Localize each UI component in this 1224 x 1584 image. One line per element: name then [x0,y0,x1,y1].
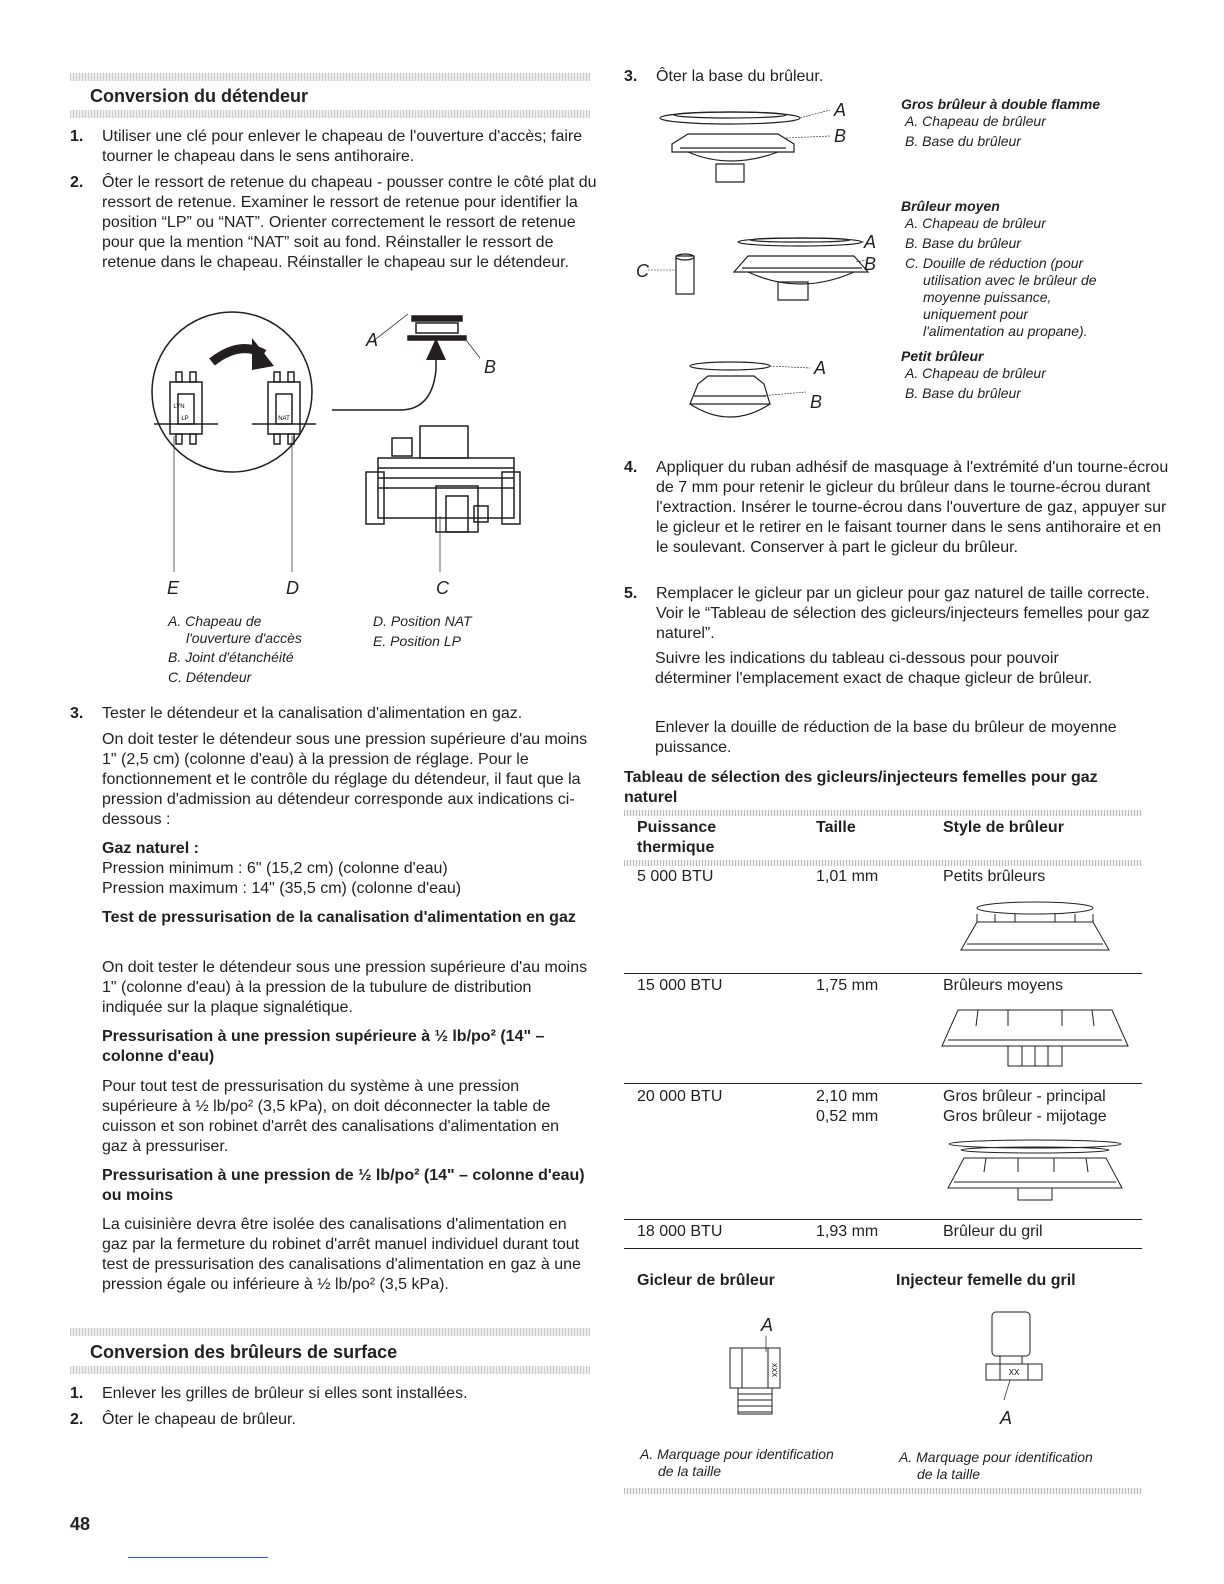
test-paragraph: On doit tester le détendeur sous une pression supérieure d'au moins 1" (colonne d'eau) à la pression de la tubulure de distribution indiquée sur la plaque signalétique. [102,959,588,1016]
injector-size-mark: XX [1008,1368,1020,1377]
burner-label-a-small: A [814,358,827,378]
section-divider [70,1328,590,1336]
table-title: Tableau de sélection des gicleurs/injecteurs femelles pour gaz naturel [624,769,1098,806]
table-cell-style: Petits brûleurs [943,868,1046,885]
caption-item: B. Base du brûleur [905,385,1021,401]
caption-item: B. Base du brûleur [905,133,1021,149]
burner-diagram [630,100,900,450]
table-bottom-rule [624,1248,1142,1249]
diagram-label-a: A [366,330,379,350]
caption-item: A. Chapeau de brûleur [905,365,1046,381]
burner-label-b-large: B [834,126,847,146]
bottom-rule [624,1488,1142,1494]
footer-rule [128,1557,268,1558]
caption-item: A. Chapeau de brûleur [905,113,1046,129]
caption-item: l'alimentation au propane). [923,323,1088,339]
above-pressure-paragraph: Pour tout test de pressurisation du système à une pression supérieure à ½ lb/po² (3,5 kPa), on doit déconnecter la table de cuisson et son robinet d'arrêt des canalisations d'alimentation en gaz à pressuriser. [102,1078,560,1155]
table-header-style: Style de brûleur [943,819,1064,836]
step-5-paragraph-1: Suivre les indications du tableau ci-dessous pour pouvoir déterminer l'emplacement exact de chaque gicleur de brûleur. [655,650,1093,687]
caption-c: C. Détendeur [168,669,252,685]
small-burner-icon [955,898,1115,960]
diagram-label-c: C [436,578,449,598]
lyn-label: LYN [173,404,185,410]
caption-d: D. Position NAT [373,613,472,629]
caption-title: Brûleur moyen [901,198,1000,214]
lp-label: LP [181,416,189,422]
step-number: 1. [70,128,84,145]
step-number: 4. [624,459,638,476]
orifice-size-mark: XXX [770,1362,777,1378]
table-cell-btu: 15 000 BTU [637,977,723,994]
pressure-max: Pression maximum : 14" (35,5 cm) (colonne d'eau) [102,880,462,897]
section-divider [70,110,590,118]
diagram-label-d: D [286,578,299,598]
step-number: 3. [624,68,638,85]
caption-item: A. Chapeau de brûleur [905,215,1046,231]
caption-a-cont: l'ouverture d'accès [186,630,302,646]
large-burner-icon [942,1138,1128,1204]
table-cell-style: Gros brûleur - principal [943,1088,1106,1105]
table-header-rule [624,860,1142,866]
table-cell-size: 1,93 mm [816,1223,879,1240]
test-title: Test de pressurisation de la canalisation d'alimentation en gaz [102,909,576,926]
section-divider [70,1366,590,1374]
step-number: 3. [70,705,84,722]
table-cell-style-2: Gros brûleur - mijotage [943,1108,1107,1125]
burner-label-a-large: A [834,100,847,120]
table-row-rule [624,1219,1142,1220]
step-3-paragraph: On doit tester le détendeur sous une pression supérieure d'au moins 1" (2,5 cm) (colonne d'eau) à la pression de réglage. Pour le fonctionnement et le contrôle du réglage du détendeur, il faut que la pression d'admission au détendeur corresponde aux indications ci-dessous : [102,731,588,828]
burner-label-c-medium: C [636,261,649,281]
step-5-paragraph-2: Enlever la douille de réduction de la base du brûleur de moyenne puissance. [655,719,1117,756]
right-step-4 [624,458,1172,558]
medium-burner-icon [938,1006,1132,1072]
table-cell-style: Brûleurs moyens [943,977,1064,994]
right-step-5 [624,584,1172,644]
caption-item: moyenne puissance, [923,289,1052,305]
caption-a: A. Chapeau de [168,613,262,629]
table-cell-size: 1,75 mm [816,977,879,994]
above-pressure-title: Pressurisation à une pression supérieure à ½ lb/po² (14" – colonne d'eau) [102,1028,545,1065]
step-text: Ôter le ressort de retenue du chapeau - pousser contre le côté plat du ressort de retenue. Examiner le ressort de retenue pour identifier la position “LP” ou “NAT”. Orienter correctement le ressort de retenue pour que la mention “NAT” soit au fond. Réinstaller le ressort de retenue dans le chapeau. Réinstaller le chapeau sur le détendeur. [102,174,597,271]
regulator-diagram [140,300,520,600]
section-divider [70,73,590,81]
section-title-regulator: Conversion du détendeur [90,86,309,106]
burner-large-caption [901,96,1201,150]
step-3 [70,704,612,724]
step-number: 2. [70,1411,84,1428]
orifice-icon [720,1336,794,1418]
step-text: Tester le détendeur et la canalisation d'alimentation en gaz. [102,705,523,722]
step-text: Ôter le chapeau de brûleur. [102,1411,296,1428]
step-text: Enlever les grilles de brûleur si elles sont installées. [102,1385,468,1402]
below-pressure-title: Pressurisation à une pression de ½ lb/po² (14" – colonne d'eau) ou moins [102,1167,585,1204]
table-top-rule [624,810,1142,816]
table-row-rule [624,973,1142,974]
step-number: 2. [70,174,84,191]
diagram-label-b: B [484,357,497,377]
right-step-3 [624,67,1176,87]
table-cell-btu: 18 000 BTU [637,1223,723,1240]
step-text: Ôter la base du brûleur. [656,68,824,85]
burner-step-2 [70,1410,612,1430]
table-cell-btu: 20 000 BTU [637,1088,723,1105]
injector-label-a: A [1000,1408,1013,1428]
burner-label-b-medium: B [864,254,877,274]
table-cell-size-2: 0,52 mm [816,1108,879,1125]
pressure-min: Pression minimum : 6" (15,2 cm) (colonne d'eau) [102,860,448,877]
burner-step-1 [70,1384,612,1404]
caption-item: uniquement pour [923,306,1029,322]
burner-label-b-small: B [810,392,823,412]
injector-title: Injecteur femelle du gril [896,1272,1076,1289]
caption-item: C. Douille de réduction (pour [905,255,1084,271]
burner-label-a-medium: A [864,232,877,252]
table-cell-size: 1,01 mm [816,868,879,885]
natural-gas-title: Gaz naturel : [102,840,199,857]
table-cell-size: 2,10 mm [816,1088,879,1105]
caption-item: B. Base du brûleur [905,235,1021,251]
injector-caption: A. Marquage pour identification [899,1449,1093,1465]
orifice-label-a: A [761,1315,774,1335]
step-number: 5. [624,585,638,602]
injector-caption-cont: de la taille [917,1466,981,1482]
step-2 [70,173,602,273]
below-pressure-paragraph: La cuisinière devra être isolée des canalisations d'alimentation en gaz par la fermeture du robinet d'arrêt manuel individuel durant tout test de pressurisation des canalisations d'alimentation en gaz à une pression égale ou inférieure à ½ lb/po² (3,5 kPa). [102,1216,581,1293]
step-text: Appliquer du ruban adhésif de masquage à l'extrémité d'un tourne-écrou de 7 mm pour retenir le gicleur du brûleur dans le tourne-écrou durant l'extraction. Insérer le tourne-écrou dans l'ouverture de gaz, appuyer sur le gicleur et le retirer en le faisant tourner dans le sens antihoraire et en le soulevant. Conserver à part le gicleur du brûleur. [656,459,1169,556]
burner-small-caption [901,348,1201,402]
caption-e: E. Position LP [373,633,461,649]
table-header-size: Taille [816,819,856,836]
page-number: 48 [70,1514,91,1534]
caption-title: Petit brûleur [901,348,984,364]
nat-label: NAT [278,416,290,422]
table-header-power: Puissance thermique [637,819,717,856]
step-text: Utiliser une clé pour enlever le chapeau de l'ouverture d'accès; faire tourner le chapeau dans le sens antihoraire. [102,128,583,165]
table-row-rule [624,1083,1142,1084]
diagram-label-e: E [167,578,180,598]
orifice-caption: A. Marquage pour identification [640,1446,834,1462]
caption-item: utilisation avec le brûleur de [923,272,1097,288]
orifice-caption-cont: de la taille [658,1463,722,1479]
table-cell-btu: 5 000 BTU [637,868,714,885]
table-cell-style: Brûleur du gril [943,1223,1043,1240]
orifice-title: Gicleur de brûleur [637,1272,775,1289]
step-1 [70,127,602,167]
injector-icon [982,1308,1046,1388]
caption-title: Gros brûleur à double flamme [901,96,1101,112]
step-number: 1. [70,1385,84,1402]
section-title-burners: Conversion des brûleurs de surface [90,1342,398,1362]
step-text: Remplacer le gicleur par un gicleur pour gaz naturel de taille correcte. Voir le “Tableau de sélection des gicleurs/injecteurs femelles pour gaz naturel”. [656,585,1150,642]
burner-medium-caption [901,198,1201,340]
caption-b: B. Joint d'étanchéité [168,649,294,665]
